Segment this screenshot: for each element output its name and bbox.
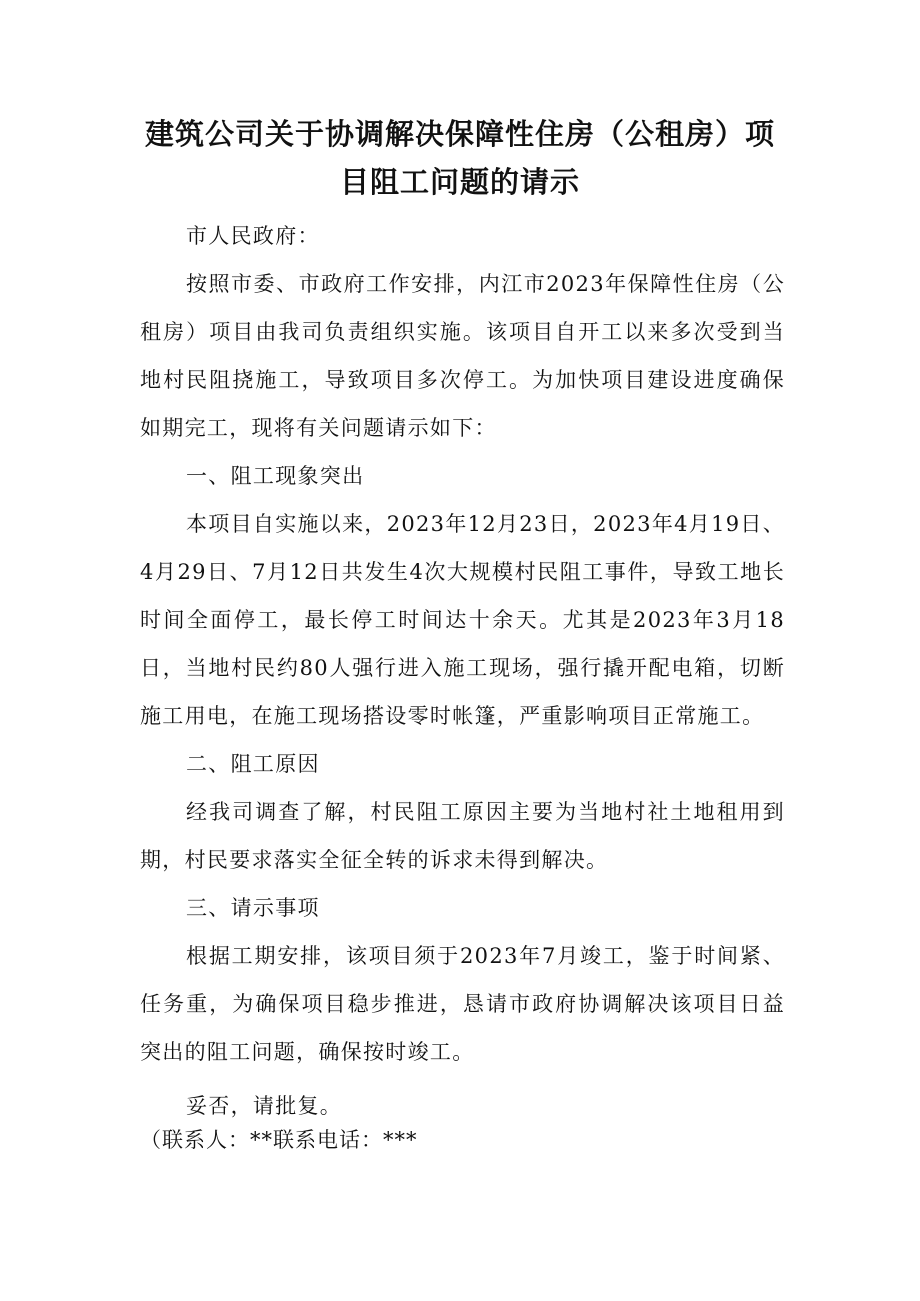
document-title xyxy=(120,110,800,206)
section-2-paragraph: 经我司调查了解，村民阻工原因主要为当地村社土地租用到期，村民要求落实全征全转的诉求未得到解决。 xyxy=(140,800,785,872)
salutation: 市人民政府： xyxy=(186,224,320,248)
section-2-heading: 二、阻工原因 xyxy=(186,752,320,776)
document-body xyxy=(140,212,785,1076)
section-3-heading: 三、请示事项 xyxy=(186,896,320,920)
contact-line: （联系人：**联系电话：*** xyxy=(140,1128,418,1152)
title-line-1: 建筑公司关于协调解决保障性住房（公租房）项 xyxy=(144,117,775,151)
section-1-paragraph: 本项目自实施以来，2023年12月23日，2023年4月19日、4月29日、7月12日共发生4次大规模村民阻工事件，导致工地长时间全面停工，最长停工时间达十余天。尤其是2023年3月18日，当地村民约80人强行进入施工现场，强行撬开配电箱，切断施工用电，在施工现场搭设零时帐篷，严重影响项目正常施工。 xyxy=(140,512,786,728)
section-3-paragraph: 根据工期安排，该项目须于2023年7月竣工，鉴于时间紧、任务重，为确保项目稳步推进，恳请市政府协调解决该项目日益突出的阻工问题，确保按时竣工。 xyxy=(140,944,785,1064)
title-line-2: 目阻工问题的请示 xyxy=(339,165,580,199)
section-1-heading: 一、阻工现象突出 xyxy=(186,464,365,488)
intro-paragraph: 按照市委、市政府工作安排，内江市2023年保障性住房（公租房）项目由我司负责组织实施。该项目自开工以来多次受到当地村民阻挠施工，导致项目多次停工。为加快项目建设进度确保如期完工，现将有关问题请示如下： xyxy=(140,272,785,440)
closing-line: 妥否，请批复。 xyxy=(186,1094,343,1118)
